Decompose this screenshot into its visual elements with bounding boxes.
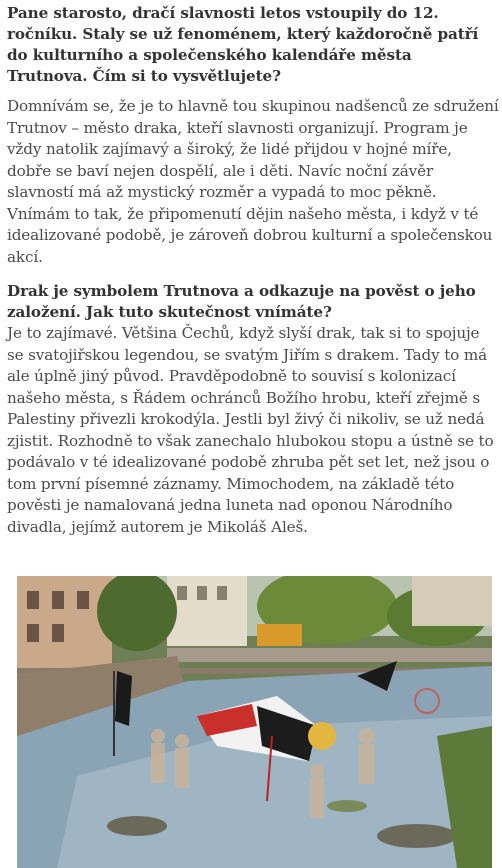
answer-2: Je to zajímavé. Většina Čechů, když slyší drak, tak si to spojuje se svatojiřskou legendou, se svatým Jiřím s drakem. Tady to má ale úplně jiný původ. Pravděpodobně to souvisí s kolonizací našeho města, s Řádem ochránců Božího hrobu, kteří zřejmě s Palestiny přivezli krokodýla. Jestli byl živý či nikoliv, se už nedá zjistit. Rozhodně to však zanechalo hlubokou stopu a ústně se to podávalo v té idealizované podobě zhruba pět set let, než jsou o tom první písemné záznamy. Mimochodem, na základě této pověsti je namalovaná jedna luneta nad oponou Národního divadla, jejímž autorem je Mikoláš Aleš. [7, 324, 494, 536]
article-photo [17, 576, 492, 868]
question-1: Pane starosto, dračí slavnosti letos vstoupily do 12. ročníku. Staly se už fenoménem, který každoročně patří do kulturního a společenského kalendáře města Trutnova. Čím si to vysvětlujete? [7, 4, 479, 85]
answer-1: Domnívám se, že je to hlavně tou skupinou nadšenců ze sdružení Trutnov – město draka, kteří slavnosti organizují. Program je vždy natolik zajímavý a široký, že lidé přijdou v hojné míře, dobře se baví nejen dospělí, ale i děti. Navíc noční závěr slavností má až mystický rozměr a vypadá to moc pěkně. Vnímám to tak, že připomenutí dějin našeho města, i když v té idealizované podobě, je zároveň dobrou kulturní a společenskou akcí. [7, 97, 499, 266]
dragon-festival-river-image [17, 576, 492, 868]
question-2: Drak je symbolem Trutnova a odkazuje na pověst o jeho založení. Jak tuto skutečnost vnímáte? [7, 282, 476, 321]
